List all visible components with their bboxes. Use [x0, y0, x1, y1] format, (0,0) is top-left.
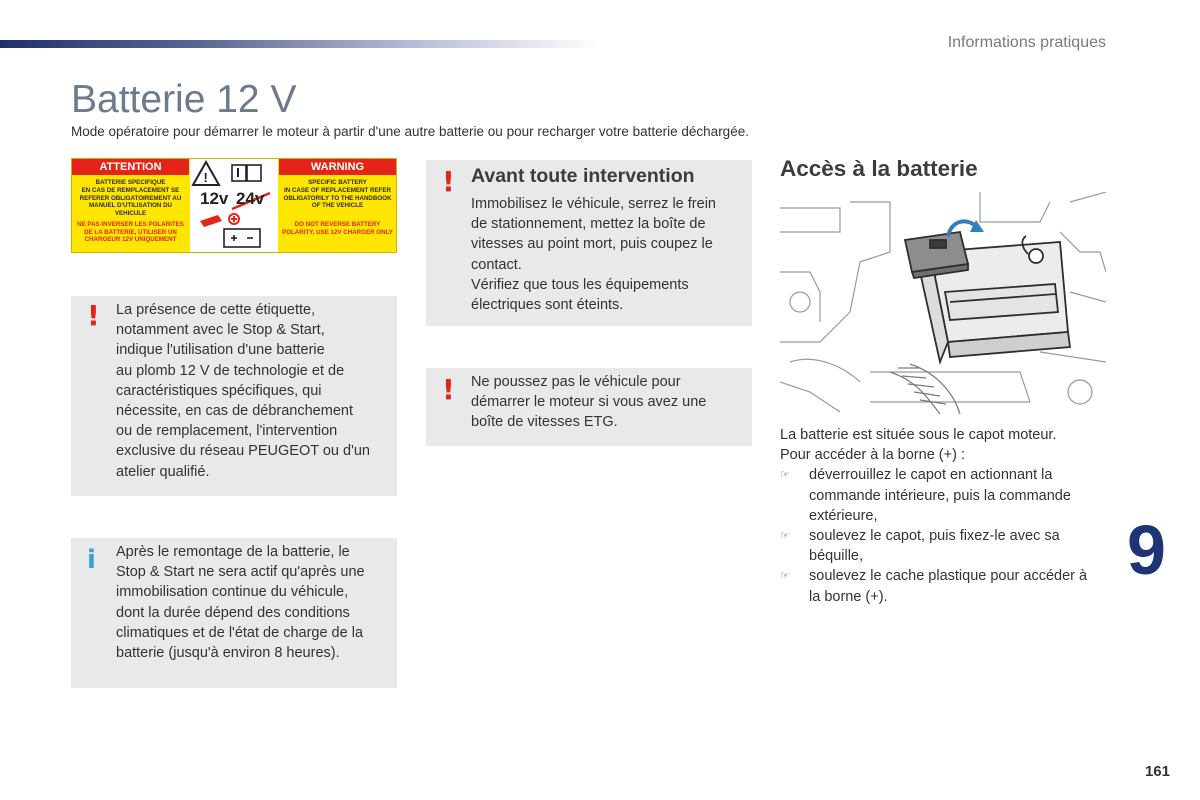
- label-en-polarity: DO NOT REVERSE BATTERY POLARITY, USE 12V CHARGER ONLY: [282, 221, 393, 236]
- access-intro-1: La batterie est située sous le capot moteur.: [780, 427, 1057, 443]
- text-line: dont la durée dépend des conditions: [116, 604, 350, 621]
- text-line: extérieure,: [809, 507, 878, 524]
- text-line: béquille,: [809, 548, 864, 565]
- intervention-box: [426, 160, 752, 326]
- intervention-text: [471, 194, 716, 315]
- text-line: Ne poussez pas le véhicule pour: [471, 374, 681, 390]
- access-title: Accès à la batterie: [780, 156, 978, 181]
- label-fr-replace: EN CAS DE REMPLACEMENT SE REFERER OBLIGATOIREMENT AU MANUEL D'UTILISATION DU VEHICULE: [79, 187, 182, 217]
- label-warning-header: WARNING: [279, 159, 396, 175]
- intervention-title: Avant toute intervention: [471, 165, 695, 187]
- info-icon: i: [87, 545, 96, 575]
- text-line: Stop & Start ne sera actif qu'après une: [116, 564, 365, 581]
- text-line: atelier qualifié.: [116, 463, 210, 480]
- access-step: [780, 566, 1110, 606]
- header-gradient-bar: [0, 40, 600, 48]
- etg-note-text: [471, 372, 706, 433]
- text-line: boîte de vitesses ETG.: [471, 414, 618, 431]
- text-line: la borne (+).: [809, 588, 888, 605]
- info-note-text: [116, 542, 365, 663]
- text-line: nécessite, en cas de débranchement: [116, 403, 353, 420]
- access-step: [780, 526, 1110, 566]
- svg-text:!: !: [203, 170, 208, 185]
- text-line: indique l'utilisation d'une batterie: [116, 342, 325, 359]
- page-number: 161: [1144, 763, 1170, 780]
- access-intro-2: Pour accéder à la borne (+) :: [780, 447, 965, 464]
- label-12v-text: 12v: [200, 189, 229, 208]
- etg-warning-box: [426, 368, 752, 446]
- text-line: déverrouillez le capot en actionnant la: [809, 467, 1053, 484]
- pointing-hand-icon: ☞: [780, 469, 790, 482]
- text-line: Après le remontage de la batterie, le: [116, 544, 350, 560]
- text-line: Immobilisez le véhicule, serrez le frein: [471, 196, 716, 212]
- page-subtitle: Mode opératoire pour démarrer le moteur à partir d'une autre batterie ou pour recharger votre batterie déchargée.: [71, 124, 749, 139]
- access-step: [780, 465, 1110, 526]
- text-line: de stationnement, mettez la boîte de: [471, 216, 706, 233]
- label-en-replace: IN CASE OF REPLACEMENT REFER OBLIGATORILY TO THE HANDBOOK OF THE VEHICLE: [283, 187, 392, 210]
- text-line: au plomb 12 V de technologie et de: [116, 362, 345, 379]
- text-line: soulevez le cache plastique pour accéder à: [809, 568, 1088, 585]
- stop-start-info-box: [71, 538, 397, 688]
- label-pictograms: [190, 159, 278, 252]
- chapter-number: 9: [1127, 511, 1166, 589]
- warning-exclamation-icon: !: [87, 299, 100, 332]
- label-note-text: [116, 300, 370, 482]
- text-line: climatiques et de l'état de charge de la: [116, 624, 364, 641]
- label-24v-text: 24v: [236, 189, 265, 208]
- battery-engine-illustration: [780, 192, 1106, 414]
- warning-exclamation-icon: !: [442, 165, 455, 198]
- text-line: notamment avec le Stop & Start,: [116, 322, 325, 339]
- text-line: démarrer le moteur si vous avez une: [471, 394, 707, 411]
- text-line: exclusive du réseau PEUGEOT ou d'un: [116, 443, 370, 460]
- label-fr-polarity: NE PAS INVERSER LES POLARITES DE LA BATTERIE, UTILISER UN CHARGEUR 12V UNIQUEMENT: [77, 221, 184, 244]
- text-line: ou de remplacement, l'intervention: [116, 423, 338, 440]
- text-line: immobilisation continue du véhicule,: [116, 584, 349, 601]
- label-attention-header: ATTENTION: [72, 159, 189, 175]
- pointing-hand-icon: ☞: [780, 570, 790, 583]
- battery-warning-label: [71, 158, 397, 253]
- label-en-title: SPECIFIC BATTERY: [308, 179, 367, 186]
- label-note-box: [71, 296, 397, 496]
- text-line: Vérifiez que tous les équipements: [471, 276, 689, 293]
- text-line: vitesses au point mort, puis coupez le: [471, 236, 713, 253]
- warning-exclamation-icon: !: [442, 373, 455, 406]
- text-line: batterie (jusqu'à environ 8 heures).: [116, 645, 340, 662]
- text-line: caractéristiques spécifiques, qui: [116, 382, 322, 399]
- text-line: commande intérieure, puis la commande: [809, 487, 1071, 504]
- page-title: Batterie 12 V: [71, 78, 297, 121]
- label-fr-title: BATTERIE SPECIFIQUE: [95, 179, 166, 186]
- section-title: Informations pratiques: [947, 34, 1106, 51]
- text-line: contact.: [471, 256, 522, 273]
- pointing-hand-icon: ☞: [780, 530, 790, 543]
- access-instructions: [780, 425, 1110, 607]
- text-line: La présence de cette étiquette,: [116, 302, 316, 318]
- text-line: électriques sont éteints.: [471, 297, 624, 314]
- text-line: soulevez le capot, puis fixez-le avec sa: [809, 528, 1060, 545]
